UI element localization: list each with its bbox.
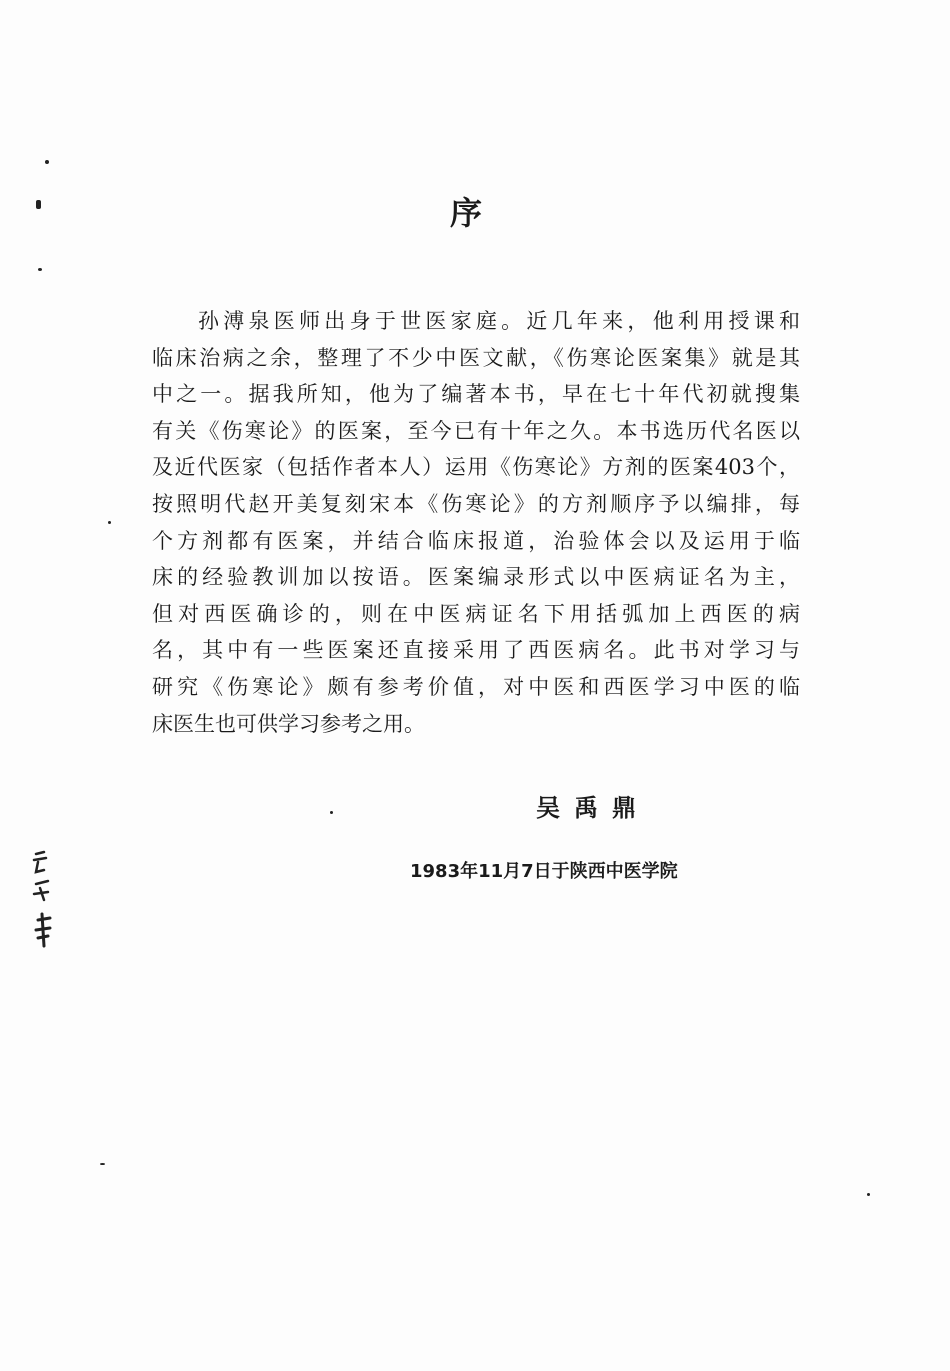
paragraph-line: 研究《伤寒论》颇有参考价值，对中医和西医学习中医的临 (152, 674, 800, 699)
date-line: 1983年11月7日于陕西中医学院 (410, 861, 678, 882)
paragraph-line: 临床治病之余，整理了不少中医文献，《伤寒论医案集》就是其 (152, 345, 800, 370)
paragraph-line: 但对西医确诊的，则在中医病证名下用括弧加上西医的病 (152, 601, 800, 626)
scan-speck (36, 200, 41, 209)
scan-speck (330, 811, 333, 814)
scan-speck (45, 160, 49, 164)
scan-speck (38, 268, 42, 271)
paragraph-line: 床的经验教训加以按语。医案编录形式以中医病证名为主， (152, 565, 800, 590)
scan-speck (108, 521, 111, 524)
paragraph-line: 有关《伤寒论》的医案，至今已有十年之久。本书选历代名医以 (152, 418, 800, 443)
paragraph-line: 个方剂都有医案，并结合临床报道，治验体会以及运用于临 (152, 528, 800, 553)
margin-handwriting-marks (30, 848, 66, 956)
paragraph-line: 名，其中有一些医案还直接采用了西医病名。此书对学习与 (152, 638, 800, 663)
paragraph-line: 孙溥泉医师出身于世医家庭。近几年来，他利用授课和 (198, 309, 800, 333)
page-title: 序 (450, 194, 483, 232)
paragraph-line: 床医生也可供学习参考之用。 (152, 711, 425, 736)
paragraph-line: 及近代医家（包括作者本人）运用《伤寒论》方剂的医案403个， (152, 455, 800, 480)
scan-speck (867, 1193, 870, 1196)
scan-speck (100, 1163, 105, 1165)
paragraph-line: 按照明代赵开美复刻宋本《伤寒论》的方剂顺序予以编排，每 (152, 491, 800, 516)
preface-paragraph (152, 303, 800, 742)
paragraph-line: 中之一。据我所知，他为了编著本书，早在七十年代初就搜集 (152, 382, 800, 407)
author-signature: 吴禹鼎 (536, 793, 650, 822)
